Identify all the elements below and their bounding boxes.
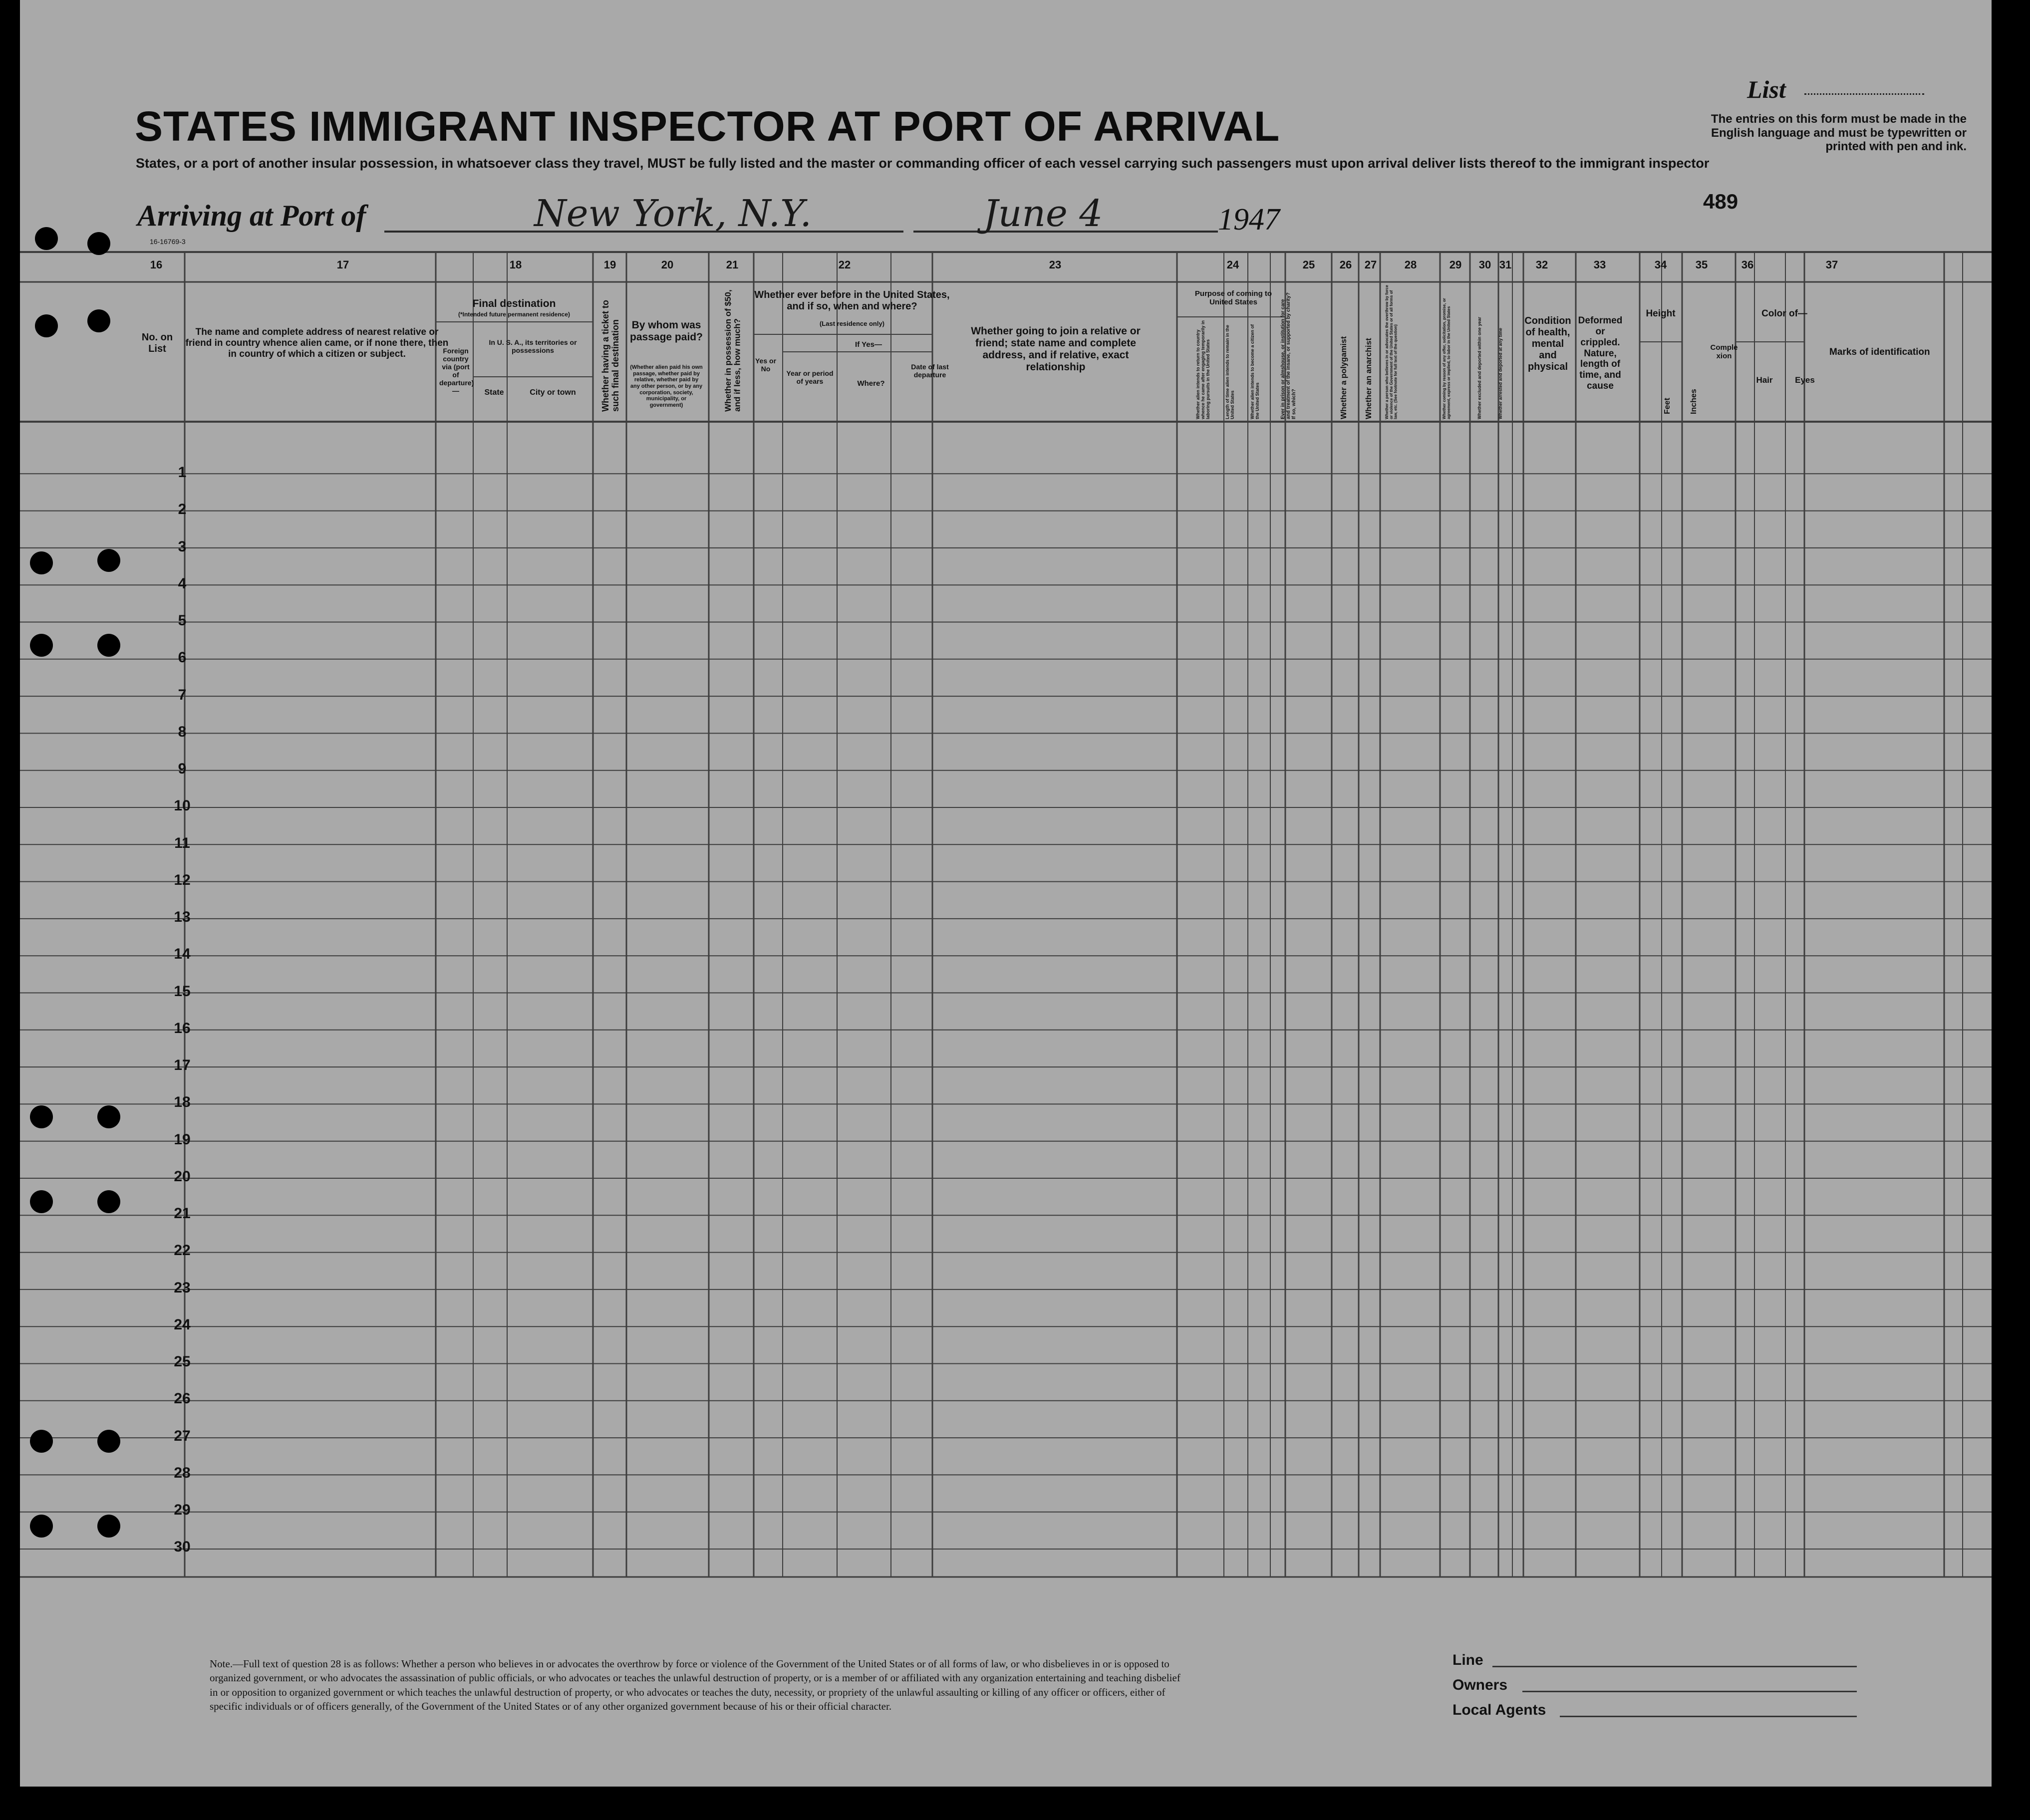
list-label: List (1747, 75, 1786, 103)
page-title: STATES IMMIGRANT INSPECTOR AT PORT OF ARRIVAL (135, 103, 1280, 150)
column-number-27: 27 (1364, 259, 1377, 271)
column-number-17: 17 (336, 259, 349, 271)
header-purpose-citizen: Whether alien intends to become a citizen of the United States (1250, 324, 1260, 419)
binder-hole (97, 1515, 120, 1538)
header-ticket: Whether having a ticket to such final destination (600, 299, 620, 412)
column-number-34: 34 (1654, 259, 1667, 271)
header-last-departure: Date of last departure (911, 363, 949, 379)
header-anarchist: Whether an anarchist (1365, 338, 1373, 419)
binder-hole (30, 1190, 53, 1213)
page-number: 489 (1703, 190, 1739, 213)
column-number-37: 37 (1825, 259, 1838, 271)
row-number: 7 (178, 687, 187, 703)
header-ever-before-in-us: Whether ever before in the United States, and if so, when and where? (754, 289, 950, 312)
row-number: 25 (174, 1353, 191, 1370)
header-complexion: Complexion (1710, 343, 1738, 361)
binder-hole (97, 1190, 120, 1213)
header-in-usa: In U. S. A., its territories or possessions (489, 338, 577, 355)
row-number: 26 (174, 1390, 191, 1407)
row-number: 4 (178, 575, 187, 592)
header-color-of: Color of— (1761, 308, 1807, 319)
line-field[interactable] (1492, 1666, 1857, 1667)
binder-hole (35, 227, 58, 250)
header-question-28: Whether a person who believes in or advocates the overthrow by force or violence of the Government of the United States or of all forms of law, etc. (See footnote for full text of the question) (1385, 285, 1398, 419)
header-purpose-return: Whether alien intends to return to country whence he came after engaging temporarily in laboring pursuits in the United States (1195, 320, 1210, 419)
row-number: 13 (174, 909, 191, 925)
binder-hole (97, 634, 120, 657)
header-yes-no: Yes or No (755, 357, 777, 373)
row-number: 22 (174, 1242, 191, 1259)
header-if-yes: If Yes— (855, 340, 882, 349)
port-value[interactable]: New York, N.Y. (534, 192, 812, 235)
owners-label: Owners (1452, 1677, 1508, 1693)
column-number-19: 19 (603, 259, 616, 271)
manifest-sheet (20, 0, 1992, 1787)
column-number-31: 31 (1499, 259, 1512, 271)
header-feet: Feet (1663, 398, 1672, 414)
header-passage-paid: By whom was passage paid? (630, 319, 703, 343)
column-number-24: 24 (1226, 259, 1239, 271)
date-value[interactable]: June 4 (983, 192, 1103, 235)
port-label: Arriving at Port of (137, 199, 366, 232)
list-number-field[interactable] (1804, 93, 1924, 95)
owners-field[interactable] (1522, 1691, 1857, 1692)
binder-hole (30, 634, 53, 657)
row-number: 5 (178, 612, 187, 629)
binder-hole (97, 1105, 120, 1128)
local-agents-label: Local Agents (1452, 1702, 1546, 1718)
column-number-23: 23 (1049, 259, 1062, 271)
column-number-21: 21 (726, 259, 739, 271)
binder-hole (30, 551, 53, 574)
header-eyes: Eyes (1795, 375, 1815, 385)
header-final-destination: Final destination (472, 298, 556, 309)
binder-hole (87, 309, 110, 332)
row-number: 29 (174, 1502, 191, 1518)
row-number: 24 (174, 1316, 191, 1333)
binder-hole (97, 1430, 120, 1453)
header-foreign-country: Foreign country via (port of departure)— (439, 347, 474, 395)
binder-hole (97, 549, 120, 572)
row-number: 30 (174, 1539, 191, 1555)
column-number-18: 18 (509, 259, 522, 271)
header-last-residence-note: (Last residence only) (819, 320, 885, 327)
row-number: 18 (174, 1094, 191, 1110)
header-purpose-length: Length of time alien intends to remain in the United States (1225, 324, 1235, 419)
row-number: 8 (178, 724, 187, 740)
column-number-28: 28 (1404, 259, 1417, 271)
header-prison: Ever in prison or almshouse, or institution for care and treatment of the insane, or supported by charity? If so, which? (1280, 292, 1297, 419)
header-years: Year or period of years (786, 369, 834, 386)
row-number: 2 (178, 501, 187, 518)
header-city: City or town (530, 388, 576, 397)
row-number: 6 (178, 649, 187, 666)
page-subtitle: States, or a port of another insular possession, in whatsoever class they travel, MUST be fully listed and the master or commanding officer of each vessel carrying such passengers must upon arrival deliver lists thereof to the immigrant inspector (136, 156, 1710, 171)
header-height: Height (1646, 308, 1676, 319)
column-number-22: 22 (838, 259, 851, 271)
column-number-29: 29 (1449, 259, 1462, 271)
header-purpose: Purpose of coming to United States (1194, 289, 1272, 307)
row-number: 19 (174, 1131, 191, 1148)
header-state: State (484, 388, 504, 397)
row-number: 12 (174, 872, 191, 888)
header-where: Where? (857, 379, 885, 388)
header-fifty-dollars: Whether in possession of $50, and if less, how much? (723, 289, 742, 412)
header-final-destination-note: (*Intended future permanent residence) (458, 311, 571, 318)
row-number: 16 (174, 1020, 191, 1037)
column-number-33: 33 (1593, 259, 1606, 271)
row-number: 10 (174, 797, 191, 814)
header-polygamist: Whether a polygamist (1340, 336, 1348, 419)
row-number: 20 (174, 1168, 191, 1185)
row-number: 3 (178, 538, 187, 555)
row-number: 1 (178, 464, 187, 481)
binder-hole (35, 314, 58, 337)
binder-hole (30, 1105, 53, 1128)
row-number: 11 (174, 835, 190, 851)
column-number-32: 32 (1535, 259, 1548, 271)
header-passage-paid-note: (Whether alien paid his own passage, whether paid by relative, whether paid by any other person, or by any corporation, society, municipality, or government) (630, 364, 703, 408)
header-joining-relative: Whether going to join a relative or friend; state name and complete address, and if relative, exact relationship (971, 325, 1141, 373)
binder-hole (87, 232, 110, 255)
binder-hole (30, 1515, 53, 1538)
header-excluded: Whether excluded and deported within one year (1477, 316, 1482, 419)
binder-hole (30, 1430, 53, 1453)
header-deported: Whether arrested and deported at any time (1498, 327, 1503, 419)
row-number: 21 (174, 1205, 191, 1222)
row-number: 14 (174, 946, 191, 962)
local-agents-field[interactable] (1560, 1716, 1857, 1717)
column-number-26: 26 (1339, 259, 1352, 271)
header-health: Condition of health, mental and physical (1524, 315, 1571, 372)
column-number-36: 36 (1741, 259, 1754, 271)
header-nearest-relative: The name and complete address of nearest relative or friend in country whence alien came, or if none there, then in country of which a citizen or subject. (185, 327, 449, 359)
year-value[interactable]: 1947 (1218, 203, 1280, 237)
column-number-35: 35 (1695, 259, 1708, 271)
form-code: 16-16769-3 (150, 238, 186, 246)
row-number: 9 (178, 761, 187, 777)
header-deformed: Deformed or crippled. Nature, length of time, and cause (1578, 315, 1623, 392)
header-hair: Hair (1756, 375, 1773, 385)
header-marks: Marks of identification (1829, 347, 1930, 357)
line-label: Line (1452, 1652, 1483, 1668)
column-number-16: 16 (150, 259, 163, 271)
header-no-on-list: No. on List (141, 332, 173, 354)
row-number: 17 (174, 1057, 191, 1073)
column-number-20: 20 (661, 259, 674, 271)
column-number-25: 25 (1302, 259, 1315, 271)
column-number-30: 30 (1478, 259, 1491, 271)
form-instructions: The entries on this form must be made in the English language and must be typewritten or printed with pen and ink. (1711, 112, 1967, 154)
header-inches: Inches (1690, 389, 1698, 414)
row-number: 15 (174, 983, 191, 1000)
row-number: 28 (174, 1465, 191, 1481)
row-number: 23 (174, 1280, 191, 1296)
footnote-question-28: Note.—Full text of question 28 is as follows: Whether a person who believes in or advocates the overthrow by force or violence of the Government of the United States or of all forms of law, or who disbelieves in or is opposed to organized government, or who advocates the assassination of public officials, or who advocates or teaches the unlawful destruction of property, or is a member of or affiliated with any organization entertaining and teaching disbelief in or opposition to organized government or which teaches the unlawful destruction of property, or who advocates or teaches the duty, necessity, or propriety of the unlawful assaulting or killing of any officer or officers, either of specific individuals or of officers generally, of the Government of the United States or of any other organized government because of his or their official character. (210, 1658, 1180, 1713)
header-labor-offer: Whether coming by reason of any offer, solicitation, promise, or agreement, express or implied, to labor in the United States (1442, 298, 1451, 419)
row-number: 27 (174, 1428, 191, 1444)
